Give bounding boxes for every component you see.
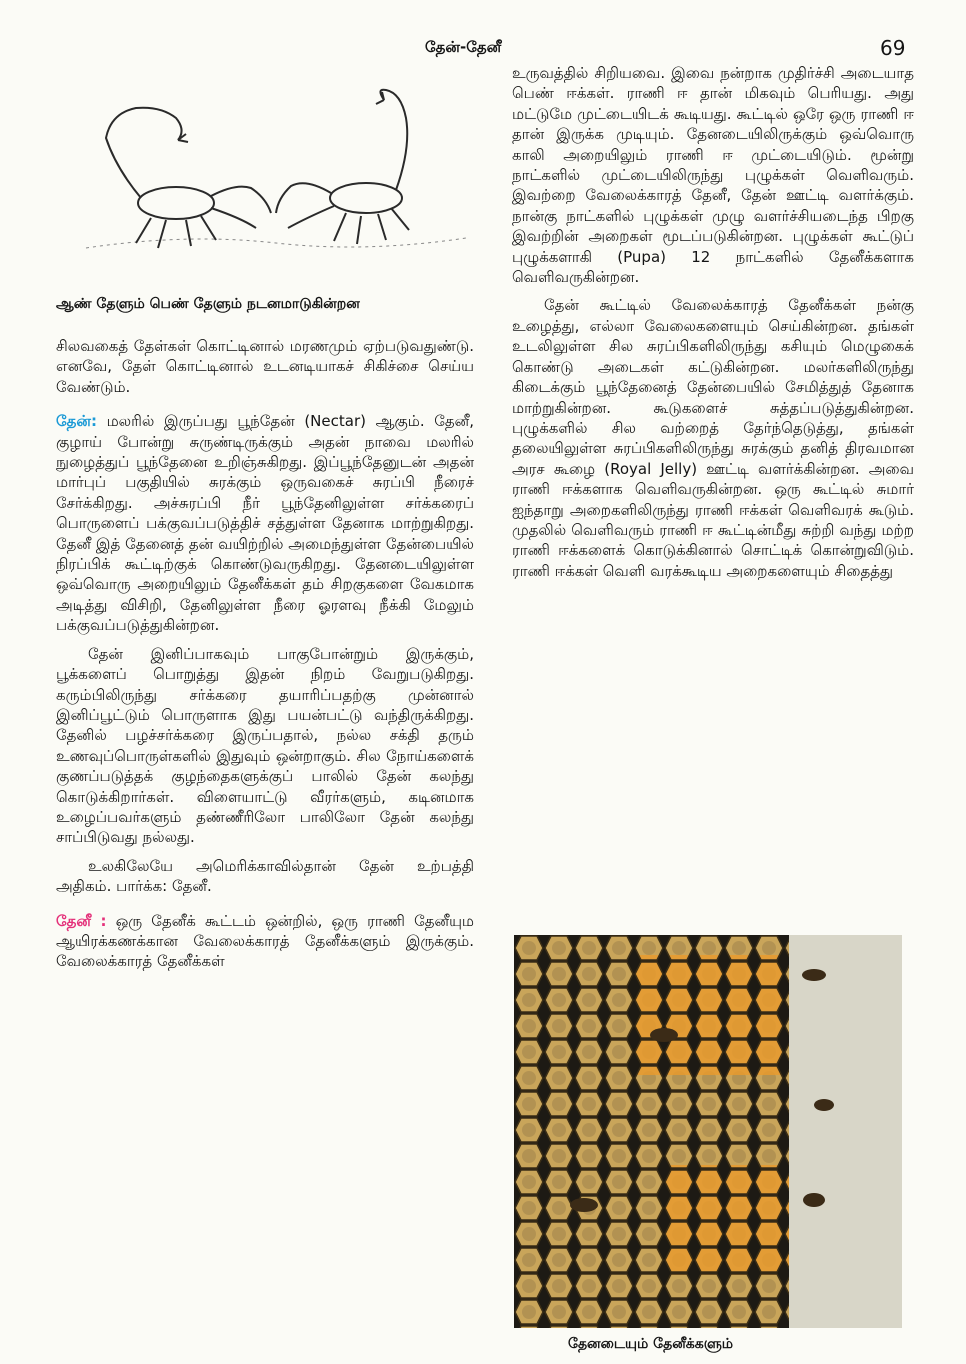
bee-term: தேனீ :	[56, 911, 107, 930]
scorpions-caption: ஆண் தேளும் பெண் தேளும் நடனமாடுகின்றன	[56, 296, 360, 312]
header-title: தேன்-தேனீ	[425, 38, 502, 56]
left-column	[56, 336, 474, 980]
right-column	[512, 63, 914, 589]
hive-work-paragraph: தேன் கூட்டில் வேலைக்காரத் தேனீக்கள் நன்கு உழைத்து, எல்லா வேலைகளையும் செய்கின்றன. தங்கள் உடலிலுள்ள சில சுரப்பிகளிலிருந்து கசியும் மெழுகைக் கொண்டு அடைகள் கட்டுகின்றன. மலர்களிலிருந்து கிடைக்கும் பூந்தேனைத் தேன்பையில் சேமித்துத் தேனாக மாற்றுகின்றன. கூடுகளைச் சுத்தப்படுத்துகின்றன. புழுக்களில் சில வற்றைத் தேர்ந்தெடுத்து, தங்கள் தலையிலுள்ள சுரப்பிகளிலிருந்து சுரக்கும் தனித் திரவமான அரச கூழை (Royal Jelly) ஊட்டி வளர்க்கின்றன. அவை ராணி ஈக்களாக வெளிவருகின்றன. ஒரு கூட்டில் சுமார் ஐந்தாறு அறைகளிலிருந்து ராணி ஈக்கள் வெளிவரக் கூடும். முதலில் வெளிவரும் ராணி ஈ கூட்டின்மீது சுற்றி வந்து மற்ற ராணி ஈக்களைக் கொடுக்கினால் சொட்டிக் கொன்றுவிடும். ராணி ஈக்கள் வெளி வரக்கூடிய அறைகளையும் சிதைத்து	[512, 296, 914, 580]
bee-paragraph	[56, 911, 474, 972]
bee-text: ஒரு தேனீக் கூட்டம் ஒன்றில், ஒரு ராணி தேனீயும ஆயிரக்கணக்கான வேலைக்காரத் தேனீக்களும் இருக்கும். வேலைக்காரத் தேனீக்கள்	[56, 911, 475, 971]
scorpions-illustration	[66, 78, 480, 283]
page-number: 69	[880, 36, 906, 60]
worker-bees-paragraph: உருவத்தில் சிறியவை. இவை நன்றாக முதிர்ச்சி அடையாத பெண் ஈக்கள். ராணி ஈ தான் மிகவும் பெரியது. அது மட்டுமே முட்டையிடக் கூடியது. கூட்டில் ஒரே ஒரு ராணி ஈ தான் இருக்க முடியும். தேனடையிலிருக்கும் ஒவ்வொரு காலி அறையிலும் ராணி ஈ முட்டையிடும். மூன்று நாட்களில் முட்டையிலிருந்து புழுக்கள் வெளிவரும். இவற்றை வேலைக்காரத் தேனீ, தேன் ஊட்டி வளர்க்கும். நான்கு நாட்களில் புழுக்கள் முழு வளர்ச்சியடைந்த பிறகு இவற்றின் அறைகள் மூடப்படுகின்றன. புழுக்கள் கூட்டுப் புழுக்களாகி (Pupa) 12 நாட்களில் தேனீக்களாக வெளிவருகின்றன.	[512, 64, 914, 287]
honey-term: தேன்:	[56, 412, 97, 431]
scorpion-sting-paragraph: சிலவகைத் தேள்கள் கொட்டினால் மரணமும் ஏற்படுவதுண்டு. எனவே, தேள் கொட்டினால் உடனடியாகச் சிகிச்சை செய்ய வேண்டும்.	[56, 337, 474, 396]
honey-paragraph	[56, 411, 474, 635]
honeycomb-illustration	[514, 935, 902, 1328]
honey-properties-paragraph: தேன் இனிப்பாகவும் பாகுபோன்றும் இருக்கும், பூக்களைப் பொறுத்து இதன் நிறம் வேறுபடுகிறது. கரும்பிலிருந்து சர்க்கரை தயாரிப்பதற்கு முன்னால் இனிப்பூட்டும் பொருளாக இது பயன்பட்டு வந்திருக்கிறது. தேனில் பழச்சர்க்கரை இருப்பதால், நல்ல சக்தி தரும் உணவுப்பொருள்களில் இதுவும் ஒன்றாகும். சில நோய்களைக் குணப்படுத்தக் குழந்தைகளுக்குப் பாலில் தேன் கலந்து கொடுக்கிறார்கள். விளையாட்டு வீரர்களும், கடினமாக உழைப்பவர்களும் தண்ணீரிலோ பாலிலோ தேன் கலந்து சாப்பிடுவது நல்லது.	[56, 644, 474, 847]
honey-production-paragraph: உலகிலேயே அமெரிக்காவில்தான் தேன் உற்பத்தி அதிகம். பார்க்க: தேனீ.	[56, 856, 474, 896]
honeycomb-caption: தேனடையும் தேனீக்களும்	[568, 1336, 734, 1352]
honey-text: மலரில் இருப்பது பூந்தேன் (Nectar) ஆகும். தேனீ, குழாய் போன்று சுருண்டிருக்கும் அதன் நாவை மலரில் நுழைத்துப் பூந்தேனை உறிஞ்சுகிறது. இப்பூந்தேனுடன் அதன் மார்புப் பகுதியில் சுரக்கும் ஒருவகைச் சுரப்பி நீரைச் சேர்க்கிறது. அச்சுரப்பி நீர் பூந்தேனிலுள்ள சர்க்கரைப் பொருளைப் பக்குவப்படுத்திச் சத்துள்ள தேனாக மாற்றுகிறது. தேனீ இத் தேனைத் தன் வயிற்றில் அமைந்துள்ள தேன்பையில் நிரப்பிக் கூட்டிற்குக் கொண்டுவருகிறது. தேனடையிலுள்ள ஒவ்வொரு அறையிலும் தேனீக்கள் தம் சிறகுகளை வேகமாக அடித்து விசிறி, தேனிலுள்ள நீரை ஓரளவு நீக்கி மேலும் பக்குவப்படுத்துகின்றன.	[56, 412, 474, 635]
